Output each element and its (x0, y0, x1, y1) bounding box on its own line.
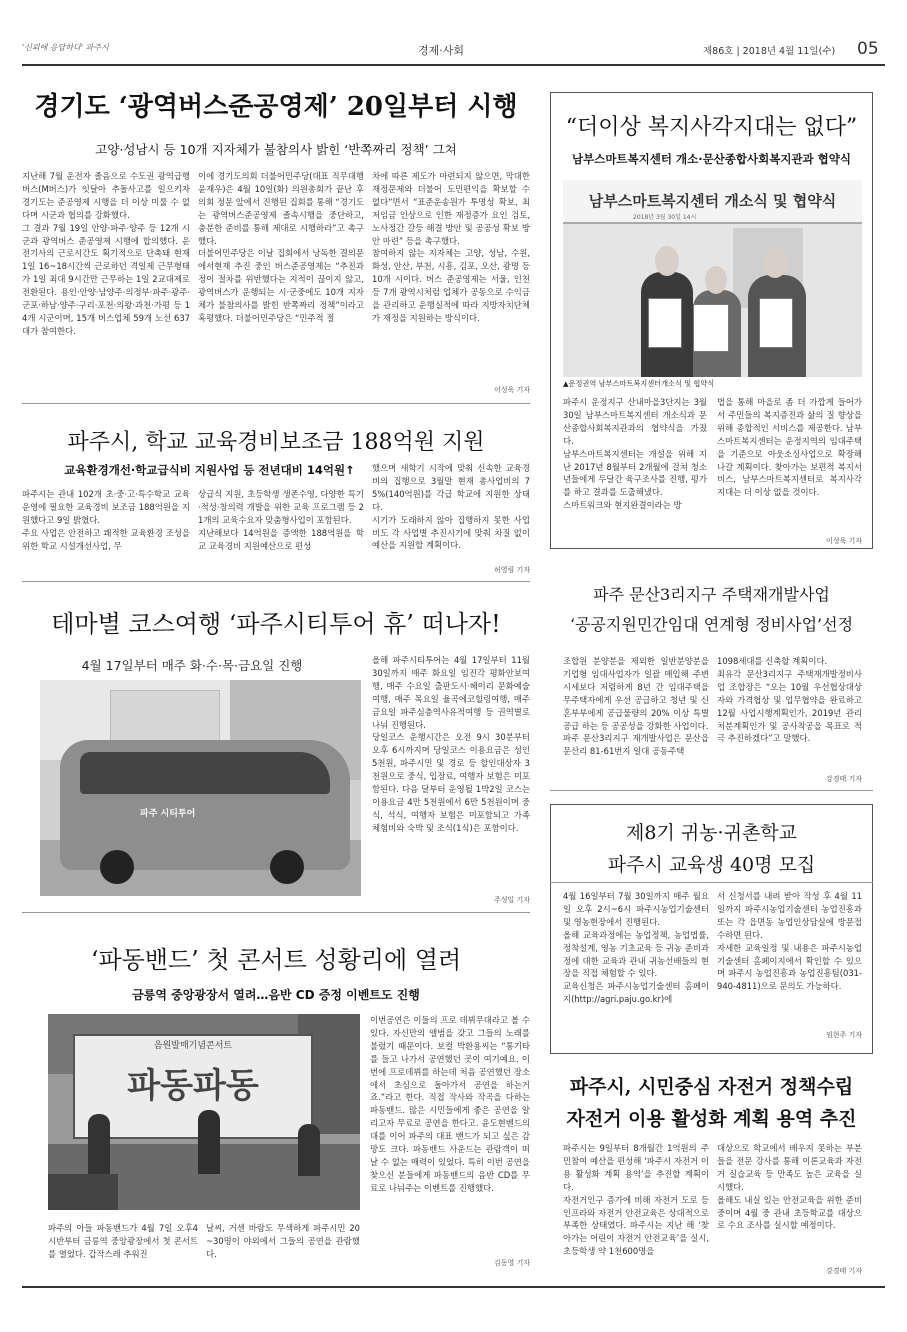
article2-caption: ▲운정권역 남부스마트복지센터개소식 및 협약식 (563, 379, 715, 388)
banner-small-text: 음원발매기념콘서트 (153, 1041, 233, 1051)
article7-byline: 김동영 기자 (493, 1259, 530, 1267)
article6-col1: 4월 16일부터 7월 30일까지 매주 월요일 오후 2시~6시 파주시농업기술센터 및 영농현장에서 진행된다. 올해 교육과정에는 농업정책, 농업법률, 정착설계, 영농 기초교육 등 귀농 준비과정에 대한 교육과 관내 귀농선배들의 현장을 직접 체험할 수 있다. 교육신청은 파주시농업기술센터 홈페이지(http://agri.paju.go.kr)에 (563, 891, 709, 1005)
divider (22, 912, 530, 913)
article1-subtitle: 고양·성남시 등 10개 지자체가 불참의사 밝힌 ‘반쪽짜리 정책’ 그쳐 (95, 142, 457, 157)
footer-rule (22, 1286, 885, 1288)
article5-photo-bus (40, 680, 361, 896)
article7-title: ‘파동밴드’ 첫 콘서트 성황리에 열려 (90, 946, 462, 974)
article1-col2: 이에 경기도의회 더불어민주당(대표 직무대행 윤재우)은 4월 10일(화) 의원총회가 끝난 후 의회 정문 앞에서 진행된 집회를 통해 “경기도는 광역버스준공영제 졸속시행을 중단하고, 충분한 준비를 통해 제대로 시행하라”고 촉구했다. 더불어민주당은 이날 집회에서 낭독한 결의문에서현재 추진 중인 버스준공영제는 “추진과정이 절차를 위반했다는 지적이 끊이지 않고, 광역버스가 운행되는 시·군중에도 10개 지자체가 불참의사를 밝힌 반쪽짜리 정책”이라고 혹평했다. 더불어민주당은 “민주적 절 (198, 171, 364, 323)
article4-title: 파주 문산3리지구 주택재개발사업 (593, 585, 830, 604)
article2-title: “더이상 복지사각지대는 없다” (565, 115, 858, 140)
article1-col3: 차에 따른 제도가 마련되지 않으면, 막대한 재정문제와 더불어 도민편익을 확보할 수 없다”면서 “표준운송원가 투명성 확보, 최저임금 인상으로 인한 재정증가 요인 검토, 노사정간 갈등 해결 방안 및 공공성 확보 방안 마련” 등을 촉구했다. 참여하지 않는 지자체는 고양, 성남, 수원, 화성, 안산, 부천, 시흥, 김포, 오산, 광명 등 10개 시이다. 버스 준공영제는 서울, 인천 등 7개 광역시처럼 업체가 공동으로 수익금을 관리하고 운행실적에 따라 지방자치단체가 재정을 지원하는 방식이다. (372, 171, 530, 323)
musician-figure (198, 1110, 220, 1174)
article1-byline: 이성욱 기자 (493, 386, 530, 394)
header-slogan: '신뢰에 응답하다' 파주시 (22, 43, 109, 52)
agreement-document (648, 298, 682, 348)
article1-col1: 지난해 7월 운전자 졸음으로 수도권 광역급행버스(M버스)가 잇달아 추돌사고를 일으키자 경기도는 준공영제 시행을 더 이상 미룰 수 없다며 시군과 협의를 강화했다. 그 결과 7월 19일 안양·파주·양주 등 12개 시군과 광역버스 준공영제 시행에 합의했다. 운전기사의 근로시간도 획기적으로 단축돼 현재 1일 16~18시간씩 근로하던 격일제 근무형태가 1일 최대 9시간만 근무하는 1일 2교대제로 전환된다. 용인·안양·남양주·의정부·파주·광주·군포·하남·양주·구리·포천·의왕·과천·가평 등 14개 시군이며, 15개 버스업체 59개 노선 637대가 참여한다. (22, 171, 190, 336)
agreement-document (693, 304, 729, 352)
article3-subtitle: 교육환경개선·학교급식비 지원사업 등 전년대비 14억원↑ (64, 463, 355, 477)
article8-col2: 대상으로 학교에서 배우지 못하는 부분들을 전문 강사를 통해 이론교육과 자전거 실습교육 등 만족도 높은 교육을 실시했다. 올해도 내실 있는 안전교육을 위한 준비 중이며 4월 중 관내 초등학교를 대상으로 수요 조사를 실시할 예정이다. (717, 1143, 862, 1231)
banner-big-text: 파동파동 (127, 1066, 259, 1106)
divider (22, 581, 530, 582)
article4-col2: 1098세대를 신축할 계획이다. 최유각 문산3리지구 주택재개발정비사업 조합장은 “오는 10월 우선협상대상자와 가격협상 및 업무협약을 완료하고 12월 사업시행계획인가, 2019년 관리처분계획인가 및 공사착공을 목표로 적극 추진하겠다”고 말했다. (717, 656, 862, 744)
article5-col1: 올해 파주시티투어는 4월 17일부터 11월 30일까지 매주 화요일 임진각 평화안보여행, 매주 수요일 출판도시·헤이리 문화예술여행, 매주 목요일 율곡에코힐링여행, 매주 금요일 파주심층역사유적여행 등 권역별로 나눠 진행된다. 당일코스 운행시간은 오전 9시 30분부터 오후 6시까지며 당일코스 이용요금은 성인 5천원, 파주시민 및 경로 등 할인대상자 3천원으로 중식, 입장료, 여행자 보험은 미포함된다. 다음 달부터 운영될 1박2일 코스는 이용요금 4만 5천원에서 6만 5천원이며 중식, 석식, 여행자 보험은 미포함되고 가족 체험비와 숙박 및 조식(1식)은 포함이다. (372, 655, 530, 833)
issue-date: 제86호 | 2018년 4월 11일(수) (703, 46, 836, 57)
article5-title: 테마별 코스여행 ‘파주시티투어 휴’ 떠나자! (51, 610, 501, 638)
bus-text: 파주 시티투어 (140, 809, 196, 819)
article5-subtitle: 4월 17일부터 매주 화·수·목·금요일 진행 (81, 658, 303, 673)
page-number: 05 (857, 39, 879, 59)
divider (22, 403, 530, 404)
article3-col3: 했으며 새학기 시작에 맞춰 신속한 교육경비의 집행으로 3월말 현재 총사업비의 75%(140억원)를 각급 학교에 지원한 상태다. 시기가 도래하지 않아 집행하지 못한 사업비도 각 사업별 추진시기에 맞춰 차질 없이 예산을 지원할 계획이다. (372, 463, 530, 551)
article6-byline: 임현주 기자 (825, 1031, 862, 1039)
article3-title: 파주시, 학교 교육경비보조금 188억원 지원 (67, 430, 485, 455)
musician-figure (298, 1124, 320, 1176)
musician-figure (88, 1114, 110, 1174)
article2-subtitle: 남부스마트복지센터 개소·문산종합사회복지관과 협약식 (572, 152, 851, 166)
article2-photo (563, 180, 862, 377)
article8-title: 파주시, 시민중심 자전거 정책수립 (569, 1076, 854, 1098)
article2-byline: 이성욱 기자 (825, 537, 862, 545)
article7-col3: 이번공연은 이들의 프로 데뷔무대라고 볼 수 있다. 자신만의 앨범을 갖고 그들의 노래를 불렀기 때문이다. 보컬 박환용씨는 “통기타를 들고 나가서 공연했던 곳이 여기예요. 이번에 프로데뷔를 하는데 처음 공연했던 장소에서 초심으로 돌아가서 공연을 하는거죠.”라고 한다. 직접 작사와 작곡을 다하는 파동밴드. 많은 시민들에게 좋은 공연을 알리고자 무료로 공연을 한다고. 윤도현밴드의 대를 이어 파주의 대표 밴드가 되고 싶은 감망도 크다. 파동밴드 사운드는 관람객이 떠날 수 없는 매력이 있었다. 특히 이번 공연을 찾으신 분들에게 파동밴드의 음반 CD를 무료로 나눠주는 이벤트를 진행했다. (370, 1015, 530, 1193)
article3-byline: 허영림 기자 (493, 566, 530, 574)
article6-title: 제8기 귀농·귀촌학교 (626, 822, 797, 844)
article4-col1: 조합원 분양분을 제외한 일반분양분을 기업형 임대사업자가 일괄 매입해 주변 시세보다 저렴하게 8년 간 임대주택을 무주택자에게 우선 공급하고 청년 및 신혼부부에게 공급물량의 20% 이상 특별공급 하는 등 공공성을 강화한 사업이다. 파주 문산3리지구 재개발사업은 문산읍 문산리 81-61번지 일대 공동주택 (563, 656, 709, 757)
header-rule (22, 64, 885, 66)
article7-col2: 날씨, 거센 바람도 무색하게 파주시민 20~30명이 야외에서 그들의 공연을 관람했다. (206, 1223, 360, 1259)
photo-banner-date: 2018년 3월 30일 14시 (633, 214, 697, 221)
divider (550, 790, 873, 791)
agreement-document (759, 298, 793, 348)
article8-col1: 파주시는 9일부터 8개월간 1억원의 주민참여 예산을 편성해 ‘파주시 자전거 이용 활성화 계획 용역’을 추진할 계획이다. 자전거인구 증가에 비해 자전거 도로 등 인프라와 자전거 안전교육은 상대적으로 부족한 상태였다. 파주시는 지난 해 ‘찾아가는 어린이 자전거 안전교육’을 실시, 초등학생 약 1천600명을 (563, 1143, 709, 1257)
article7-col1: 파주의 아들 파동밴드가 4월 7일 오후4시반부터 금릉역 중앙광장에서 첫 콘서트를 열었다. 갑작스레 추워진 (48, 1223, 198, 1259)
article8-byline: 강경태 기자 (825, 1267, 862, 1275)
article7-photo-concert (48, 1014, 360, 1210)
article2-col2: 법을 통해 마을로 좀 더 가깝게 들어가서 주민들의 복지증진과 삶의 질 향상을 위해 종합적인 서비스를 제공한다. 남부스마트복지센터는 운정지역의 임대주택을 기준으로 아웃소싱사업으로 확장해 나갈 계획이다. 찾아가는 보편적 복지서비스, 남부스마트복지센터로 복지사각지대는 더 이상 없을 것이다. (717, 397, 862, 498)
section-name: 경제·사회 (418, 44, 465, 57)
article4-byline: 강경태 기자 (825, 775, 862, 783)
article8-title2: 자전거 이용 활성화 계획 용역 추진 (566, 1108, 857, 1130)
article6-title2: 파주시 교육생 40명 모집 (607, 854, 816, 876)
article1-title: 경기도 ‘광역버스준공영제’ 20일부터 시행 (34, 92, 518, 122)
article3-col2: 상급식 지원, 초등학생 생존수영, 다양한 특기·적성·창의력 개발을 위한 교육 프로그램 등 21개의 교육수요자 맞춤형사업이 포함된다. 지난해보다 14억원을 증액한 188억원을 학교 교육경비 지원예산으로 편성 (198, 489, 364, 551)
article6-col2: 서 신청서를 내려 받아 작성 후 4월 11일까지 파주시농업기술센터 농업진흥과 또는 각 읍면동 농업인상담실에 방문접수하면 된다. 자세한 교육일정 및 내용은 파주시농업기술센터 홈페이지에서 확인할 수 있으며 파주시 농업진흥과 농업진흥팀(031-940-4811)으로 문의도 가능하다. (717, 891, 862, 992)
photo-banner-text: 남부스마트복지센터 개소식 및 협약식 (588, 192, 837, 210)
article5-byline: 주성일 기자 (493, 896, 530, 904)
article2-col1: 파주시 운정지구 산내마을3단지는 3월30일 남부스마트복지센터 개소식과 문산종합사회복지관과의 협약식을 가졌다. 남부스마트복지센터는 개설을 위해 지난 2017년 8월부터 2개월에 걸쳐 청소년들에게 두달간 육구조사를 진행, 평가를 하고 결과를 도출해냈다. 스마트워크와 현지완결이라는 방 (563, 397, 707, 511)
article7-subtitle: 금릉역 중앙광장서 열려…음반 CD 증정 이벤트도 진행 (132, 988, 420, 1002)
article4-subtitle: ‘공공지원민간임대 연계형 정비사업’선정 (569, 615, 854, 634)
article3-col1: 파주시는 관내 102개 초·중·고·특수학교 교육운영에 필요한 교육경비 보조금 188억원을 지원했다고 9일 밝혔다. 주요 사업은 안전하고 쾌적한 교육환경 조성을 위한 학교 시설개선사업, 무 (22, 489, 190, 551)
divider (550, 882, 873, 883)
